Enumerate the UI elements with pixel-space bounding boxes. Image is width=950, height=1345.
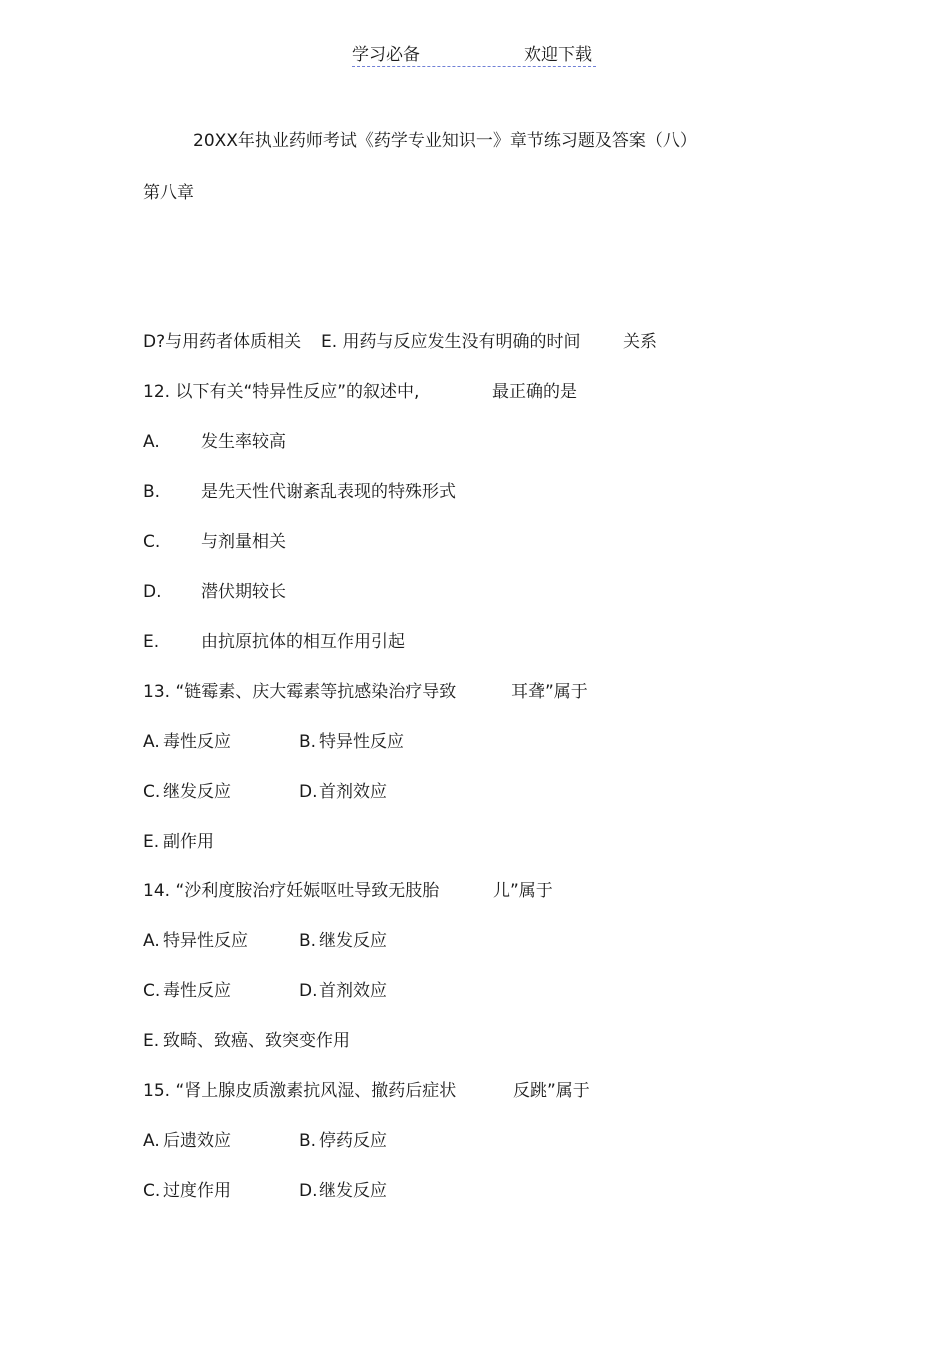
question-14-option-e: E. 致畸、致癌、致突变作用 — [143, 1031, 350, 1051]
question-14-row-ab — [143, 930, 543, 952]
question-14-option-d: D.首剂效应 — [299, 981, 387, 1001]
question-13-option-a: A. 毒性反应 — [143, 732, 231, 752]
question-15-row-ab — [143, 1130, 543, 1152]
question-13-row-ab — [143, 731, 543, 753]
question-13-option-d: D.首剂效应 — [299, 782, 387, 802]
question-14-row-cd — [143, 980, 543, 1002]
question-13-option-c: C. 继发反应 — [143, 782, 231, 802]
header-left: 学习必备 — [352, 45, 420, 65]
carryover-tail: 关系 — [623, 332, 657, 352]
question-13-stem — [143, 681, 843, 703]
question-15-stem — [143, 1080, 843, 1102]
question-15-stem-b: 反跳”属于 — [513, 1081, 590, 1101]
question-15-stem-a: 15. “肾上腺皮质激素抗风湿、撤药后症状 — [143, 1081, 457, 1101]
question-14-option-a: A. 特异性反应 — [143, 931, 248, 951]
question-12-option-d: D. 潜伏期较长 — [143, 582, 286, 602]
question-12-option-e: E. 由抗原抗体的相互作用引起 — [143, 632, 405, 652]
question-13-stem-a: 13. “链霉素、庆大霉素等抗感染治疗导致 — [143, 682, 457, 702]
carryover-e: E. 用药与反应发生没有明确的时间 — [321, 332, 581, 352]
question-12-option-b: B. 是先天性代谢紊乱表现的特殊形式 — [143, 482, 456, 502]
question-15-option-c: C. 过度作用 — [143, 1181, 231, 1201]
question-15-row-cd — [143, 1180, 543, 1202]
question-15-option-b: B. 停药反应 — [299, 1131, 387, 1151]
question-12-stem-b: 最正确的是 — [492, 382, 577, 402]
document-title: 20XX年执业药师考试《药学专业知识一》章节练习题及答案（八） — [193, 131, 697, 151]
carryover-d: D?与用药者体质相关 — [143, 332, 302, 352]
question-13-option-e: E. 副作用 — [143, 832, 214, 852]
header-right: 欢迎下载 — [524, 45, 592, 65]
question-12-option-c: C. 与剂量相关 — [143, 532, 286, 552]
question-14-option-c: C. 毒性反应 — [143, 981, 231, 1001]
question-14-stem-b: 儿”属于 — [493, 881, 553, 901]
question-15-option-d: D.继发反应 — [299, 1181, 387, 1201]
chapter-heading: 第八章 — [143, 183, 194, 203]
question-14-stem-a: 14. “沙利度胺治疗妊娠呕吐导致无肢胎 — [143, 881, 440, 901]
question-15-option-a: A. 后遗效应 — [143, 1131, 231, 1151]
question-13-row-cd — [143, 781, 543, 803]
question-14-stem — [143, 880, 843, 902]
question-13-stem-b: 耳聋”属于 — [511, 682, 588, 702]
question-12-stem-a: 12. 以下有关“特异性反应”的叙述中, — [143, 382, 420, 402]
question-13-option-b: B. 特异性反应 — [299, 732, 404, 752]
carryover-line — [143, 331, 843, 353]
question-14-option-b: B. 继发反应 — [299, 931, 387, 951]
question-12-option-a: A. 发生率较高 — [143, 432, 286, 452]
page-header — [352, 40, 596, 67]
question-12-stem — [143, 381, 843, 403]
